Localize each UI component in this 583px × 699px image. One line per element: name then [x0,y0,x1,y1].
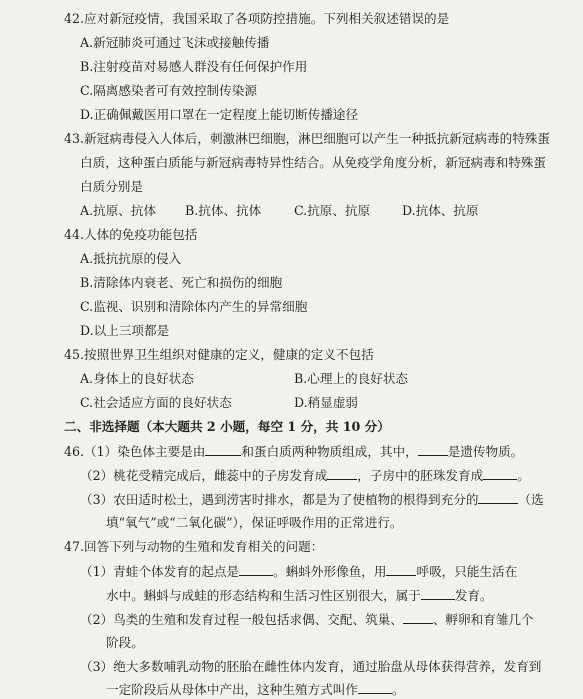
q47-p1-text-c: 呼吸，只能生活在 [416,564,518,579]
q47-part-2 [80,611,534,628]
q44-stem: 44.人体的免疫功能包括 [64,227,198,242]
q47-p3-mark: （3） [80,659,114,674]
q46-p2-text-c: 。 [517,468,530,483]
q46-p1-text-b: 和蛋白质两种物质组成，其中， [241,444,418,459]
q45-option-c: C.社会适应方面的良好状态 [80,395,232,410]
q46-p1-text-c: 是遗传物质。 [447,444,524,459]
q42-option-c: C.隔离感染者可有效控制传染源 [80,83,257,98]
q46-p3-text-b: （选 [518,492,544,507]
q43-stem-line-2: 白质，这种蛋白质能与新冠病毒特异性结合。从免疫学角度分析，新冠病毒和特殊蛋 [80,155,546,170]
q42-stem: 42.应对新冠疫情，我国采取了各项防控措施。下列相关叙述错误的是 [64,11,450,26]
q42-option-a: A.新冠肺炎可通过飞沫或接触传播 [80,35,270,50]
q46-p2-text-a: 桃花受精完成后，雌蕊中的子房发育成 [113,468,328,483]
q45-option-d: D.稍显虚弱 [294,395,359,410]
q47-p1-text-b: 。蝌蚪外形像鱼，用 [273,564,387,579]
q47-p3-cont-b: 。 [391,682,405,697]
q43-option-a: A.抗原、抗体 [80,203,157,218]
q44-option-b: B.清除体内衰老、死亡和损伤的细胞 [80,275,283,290]
q43-stem-line-1: 43.新冠病毒侵入人体后，刺激淋巴细胞，淋巴细胞可以产生一种抵抗新冠病毒的特殊蛋 [64,131,550,146]
q47-p1-blank-1[interactable] [239,563,273,576]
q42-option-b: B.注射疫苗对易感人群没有任何保护作用 [80,59,308,74]
q46-p1-text-a: 染色体主要是由 [117,444,206,459]
q46-part-1 [64,443,523,460]
q43-option-c: C.抗原、抗原 [294,203,371,218]
q43-option-b: B.抗体、抗体 [185,203,262,218]
q44-option-d: D.以上三项都是 [80,323,170,338]
q43-option-d: D.抗体、抗原 [402,203,479,218]
q47-p3-text-a: 绝大多数哺乳动物的胚胎在雌性体内发育，通过胎盘从母体获得营养，发育到 [113,659,542,674]
q47-p3-cont-a: 一定阶段后从母体中产出，这种生殖方式叫作 [106,682,358,697]
q47-p1-cont-b: 发育。 [454,588,493,603]
q45-option-b: B.心理上的良好状态 [294,371,409,386]
q46-part-2 [80,467,530,484]
q44-option-c: C.监视、识别和清除体内产生的异常细胞 [80,299,308,314]
q46-p2-blank-2[interactable] [483,467,517,480]
q46-number: 46. [64,444,85,459]
q47-p1-continuation [106,587,493,604]
q47-stem: 47.回答下列与动物的生殖和发育相关的问题： [64,539,324,554]
q47-p2-continuation: 阶段。 [106,635,144,650]
section-2-title: 二、非选择题（本大题共 2 小题，每空 1 分，共 10 分） [64,419,390,434]
q45-stem: 45.按照世界卫生组织对健康的定义，健康的定义不包括 [64,347,374,362]
q46-p3-continuation: 填“氧气”或“二氧化碳”），保证呼吸作用的正常进行。 [106,515,403,530]
q47-p1-text-a: 青蛙个体发育的起点是 [113,564,240,579]
q47-part-1 [80,563,517,580]
q46-p2-text-b: ，子房中的胚珠发育成 [357,468,484,483]
q46-p2-mark: （2） [80,468,114,483]
q47-p1-blank-2[interactable] [386,563,416,576]
q44-option-a: A.抵抗抗原的侵入 [80,251,182,266]
q46-p3-mark: （3） [80,492,114,507]
q47-part-3 [80,659,541,675]
q47-p3-blank-1[interactable] [358,681,392,694]
q46-part-3 [80,491,544,508]
q46-p1-blank-2[interactable] [418,443,448,456]
q47-p2-text-a: 鸟类的生殖和发育过程一般包括求偶、交配、筑巢、 [113,612,403,627]
q42-option-d: D.正确佩戴医用口罩在一定程度上能切断传播途径 [80,107,359,122]
q43-stem-line-3: 白质分别是 [80,179,143,194]
q47-p1-cont-a: 水中。蝌蚪与成蛙的形态结构和生活习性区别很大，属于 [106,588,421,603]
q46-p2-blank-1[interactable] [327,467,357,480]
q45-option-a: A.身体上的良好状态 [80,371,194,386]
q47-p2-mark: （2） [80,612,114,627]
q46-p1-mark: （1） [84,444,118,459]
q47-p3-continuation [106,681,404,698]
q47-p2-text-b: 、孵卵和育雏几个 [432,612,534,627]
q47-p1-mark: （1） [80,564,114,579]
q46-p3-text-a: 农田适时松土，遇到涝害时排水，都是为了使植物的根得到充分的 [113,492,479,507]
q47-p2-blank-1[interactable] [403,611,433,624]
q47-p1-blank-3[interactable] [421,587,455,600]
q46-p3-blank-1[interactable] [478,491,518,504]
q46-p1-blank-1[interactable] [205,443,241,456]
